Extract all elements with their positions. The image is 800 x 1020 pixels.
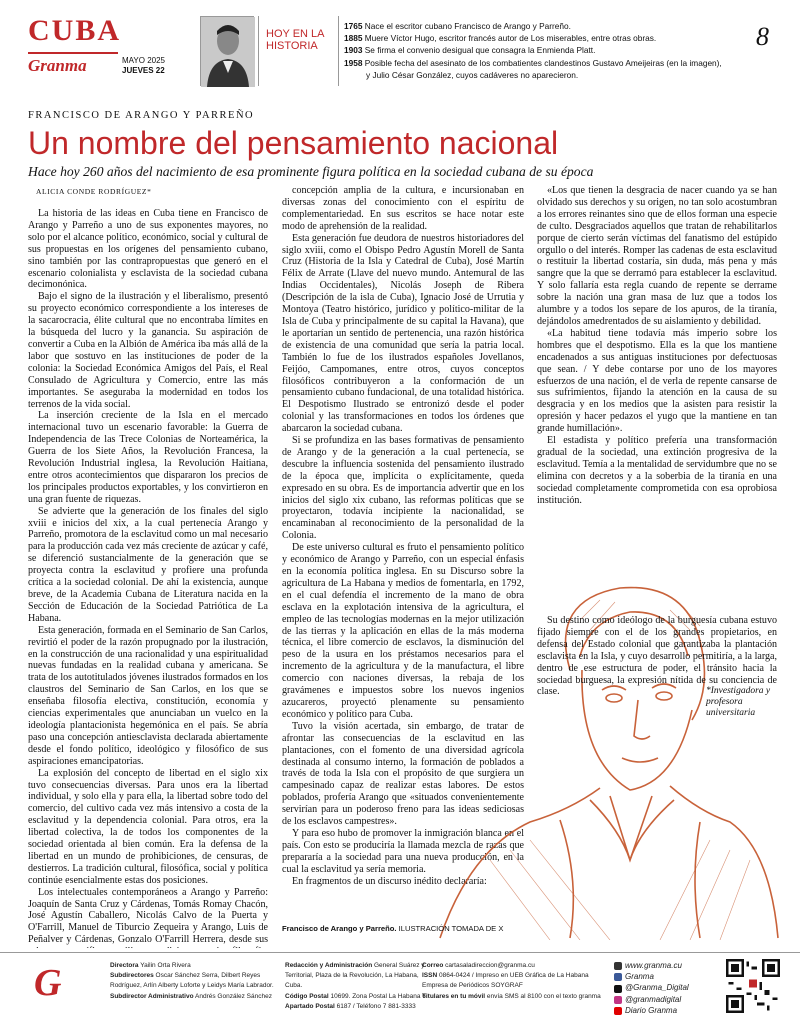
footer-line [110,981,280,991]
facebook-icon [614,973,622,981]
paragraph: Tuvo la visión acertada, sin embargo, de tratar de afrontar las consecuencias de la esclavitud en las plantaciones, con el fomento de una diversidad agrícola destinada al consumo interno, la formación de poblados a través de toda la Isla con el propósito de que surgiera un campesinado capaz de realizar estas labores. De estos poblados, profería Arango que «situados convenientemente servirían para un poderoso freno para las ideas sediciosas de los esclavos campestres». [282,720,524,828]
historical-portrait [200,16,254,86]
paragraph: Esta generación, formada en el Seminario de San Carlos, revirtió el poder de la razón propugnado por la ilustración, en la construcción de una racionalidad y una espiritualidad nuevas fundadas en la realidad cubana y americana. Se trata de los autotitulados jóvenes ilustrados formados en los claustros del Seminario de San Carlos, en los que se enseñaba filosofía electiva, constitución, economía y ciencias experimentales que anunciaban un vuelco en la ideología plantacionista hegemónica en el país. Se abría paso una concepción antiesclavista declarada abiertamente desde el fondo político, ideológico y filosófico de sus aspiraciones emancipatorias. [28,624,268,767]
social-link[interactable] [614,983,724,994]
paragraph: La explosión del concepto de libertad en el siglo xix tuvo consecuencias diversas. Para unos era la libertad individual, y solo ella y para ella, la libertad sobre todo del comercio, del cultivo cada vez más intensivo a costa de la esclavitud y la dependencia colonial. Para otros, era la libertad colectiva, la de todos los componentes de la sociedad orientada al bien común. Era la defensa de la libertad en un mundo de prohibiciones, de censuras, de destierros. La tradición cultural, filosófica, social y política continúe esencialmente estas dos posiciones. [28,767,268,886]
social-handle: Diario Granma [625,1005,678,1015]
footer-value: Territorial, Plaza de la Revolución, La Habana, Cuba. [285,972,419,990]
footer-line [422,981,612,991]
paragraph: En fragmentos de un discurso inédito declararía: [292,875,487,887]
youtube-icon [614,1007,622,1015]
footer-line [285,1002,430,1012]
social-handle: www.granma.cu [625,961,682,970]
credit-name: Francisco de Arango y Parreño. [282,924,397,933]
footer-line [422,961,612,971]
x-icon [614,985,622,993]
header-rule [28,52,118,54]
issue-month: MAYO 2025 [122,56,165,65]
footer-label: Correo [422,962,444,969]
section-title: CUBA [28,14,122,47]
social-links [614,961,724,1017]
paragraph: concepción amplia de la cultura, e incursionaban en diversas zonas del conocimiento con el espíritu de complementariedad. En sus escritos se hace notar este modo de aprehensión de la realidad. [282,185,524,232]
event-text: y Julio César González, cuyos cadáveres no aparecieron. [366,69,579,80]
history-event [344,32,724,44]
article-column-3 [537,185,777,615]
social-link[interactable] [614,1006,724,1017]
social-link[interactable] [614,972,724,983]
staff-credits [110,961,280,1002]
event-year: 1903 [344,45,363,56]
footer-label: Subdirector Administrativo [110,992,194,1000]
footer-value: General Suárez y [372,962,425,969]
divider [338,16,339,86]
history-event [344,69,724,81]
instagram-icon [614,996,622,1004]
paragraph: Bajo el signo de la ilustración y el liberalismo, presentó su proyecto económico correspondiente a los intereses de la sacarocracia, élite cultural que no encontraba límites en la búsqueda del lucro y la ganancia. Su aspiración de convertir a Cuba en la Albión de América iba más allá de la labor que sostuvo en las instituciones de poder de la colonia: la Sociedad Económica Amigos del País, el Real Consulado de Agricultura y Comercio, entre las más importantes. Se aseguraba la modernidad en todos los terrenos de la vida social. [28,291,268,410]
credit-text: ILUSTRACIÓN TOMADA DE X [396,924,504,933]
footer-value: 0864-0424 / Impreso en UEB Gráfica de La Habana [437,972,589,980]
footer-label: Titulares en tu móvil [422,992,486,1000]
issue-day: JUEVES 22 [122,66,165,75]
paragraph: Esta generación fue deudora de nuestros historiadores del siglo xviii, como el Obispo Pedro Agustín Morell de Santa Cruz (Historia de la Isla y Catedral de Cuba), José Martín Félix de Arrate (Llave del nuevo mundo. Antemural de las Indias Occidentales), Nicolás Joseph de Ribera (Descripción de la isla de Cuba), Ignacio José de Urrutia y Montoya (Teatro histórico, jurídico y político-militar de la Isla de Cuba y principalmente de su capital la Havana), que le aportarían un sentido de pertenencia, una razón histórica de existencia de una comunidad que sería la patria local. También lo fue de los ilustrados españoles Jovellanos, Feijóo, Campomanes, entre otros, cuyos conceptos filosóficos contribuyeron a la conformación de un pensamiento cubano fundacional, de una totalidad histórica. El Despotismo Ilustrado se entronizó desde el poder colonial y las transformaciones en todos los órdenes que abarcaron la sociedad cubana. [282,232,524,435]
event-text: Muere Víctor Hugo, escritor francés autor de Los miserables, entre otras obras. [362,33,657,44]
paragraph: Los intelectuales contemporáneos a Arango y Parreño: Joaquín de Santa Cruz y Cárdenas, Tomás Romay Chacón, José Agustín Caballero, Nicolás Calvo de la Puerta y O'Farrill, Manuel de Tiburcio Zequeira y Arango, Luis de Peñalver y Cárdenas, Gonzalo O'Farrill Herrera, desde sus [28,886,268,946]
event-year: 1958 [344,57,363,68]
footer-value: Empresa de Periódicos SOYGRAF [422,982,523,990]
footer-line [422,992,612,1002]
history-event [344,44,724,56]
event-year: 1765 [344,21,363,31]
granma-logo: G [34,962,62,1004]
social-link[interactable] [614,961,724,972]
paragraph: «La habitud tiene todavía más imperio sobre los hombres que el despotismo. Ella es la que los mantiene encadenados a sus antiguas instituciones por defectuosas que sean. / Y debe contarse por uno de los mayores esfuerzos de una nación, el de verla de repente cansarse de sus sufrimientos, fijando la atención en la causa de su desgracia y en los medios que la asisten para resistir la opresión y hacer pedazos el yugo que la mantiene en tan grande humillación». [537,327,777,435]
footer-line [110,961,280,971]
footer-value: Andrés González Sánchez [193,992,272,1000]
paragraph: La inserción creciente de la Isla en el mercado internacional tuvo un escenario favorable: la Guerra de Independencia de las Trece Colonias de Norteamérica, la Guerra de los Siete Años, la Revolución Francesa, la Revolución Industrial inglesa, la Revolución Haitiana, entre otros acontecimientos que dispararon los precios de los principales productos exportables, y los convirtieron en una gran fuente de riquezas. [28,410,268,505]
footer-line [110,971,280,981]
history-events-list [344,20,724,81]
page-number: 8 [756,22,769,51]
qr-code[interactable] [726,959,780,1013]
history-event [344,20,724,32]
footer-value: envía SMS al 8100 con el texto granma [485,992,601,1000]
web-icon [614,962,622,970]
paragraph: Se advierte que la generación de los finales del siglo xviii e inicios del xix, a la cual pertenecía Arango y Parreño, promotora de la esclavitud como un mal necesario para la producción cada vez más creciente de azúcar y café, se diferenció sustancialmente de la generación que se proyecta contra la esclavitud y profiere una profunda crítica a la sociedad colonial. De ahí la existencia, aunque breve, de la Academia Cubana de Literatura nacida en la Sección de Educación de la Sociedad Patriótica de La Habana. [28,505,268,624]
divider [258,16,259,86]
page-footer [0,952,800,1020]
paragraph: Y para eso hubo de promover la inmigración blanca en el país. Con esto se produciría la llamada mezcla de razas que prepararía a la sociedad para una nueva producción, en la cual la esclavitud ya sería memoria. [282,827,524,875]
paragraph: «Los que tienen la desgracia de nacer cuando ya se han olvidado sus derechos y su origen, no tan solo acostumbran a los errores reinantes sino que de ellos forman una especie de culto. Desgraciados aquellos que tratan de rehabilitarlos porque de cierto serán víctimas del fanatismo del estúpido orgullo o del interés. Romper las cadenas de esta esclavitud o restituir la libertad costaría, sin duda, más pena y más sangre que la que se derramó para establecer la esclavitud. Y solo fallaría esta regla cuando de repente se derrame sobre la nación una gran masa de luz que a todos los alumbre y a todos los separe de los apuros, de la tiranía, dejándolos amedrentados de su aislamiento y debilidad. [537,185,777,327]
social-handle: Granma [625,972,654,982]
illustration-credit [282,924,503,933]
footer-label: Redacción y Administración [285,962,373,969]
event-year: 1885 [344,33,363,44]
paragraph: De este universo cultural es fruto el pensamiento político y económico de Arango y Parreño, con un especial énfasis en la economía política inglesa. En su Discurso sobre la agricultura de La Habana y medios de fomentarla, en 1792, en el cual defendía el incremento de la mano de obra esclava en la explotación intensiva de la agricultura, el empleo de las tecnologías modernas en la mejor utilización de las tierras y la aplicación en ellas de la más moderna técnica, el libre comercio de esclavos, la disminución del peso de la usura en los préstamos necesarios para el incremento de la agricultura y de la manufactura, el libre comercio con naciones diversas, la rebaja de los gravámenes e impuestos sobre los nuevos ingenios azucareros, proyectó plenamente su pensamiento económico y político para Cuba. [282,542,524,720]
footer-value: 10699. Zona Postal La Habana 6. [328,992,428,1000]
footer-label: Código Postal [285,992,329,1000]
social-link[interactable] [614,995,724,1006]
byline: ALICIA CONDE RODRÍGUEZ* [36,187,152,196]
footer-value: 6187 / Teléfono 7 881-3333 [334,1002,416,1010]
paragraph: El estadista y político prefería una transformación gradual de la sociedad, una extinción progresiva de la esclavitud. Temía a la mentalidad de servidumbre que no se elimina con decretos y a la soberbia de la tiranía en una sociedad completamente comprometida con esa oprobiosa institución. [537,435,777,506]
article-column-1 [28,208,268,948]
paragraph: Su destino como ideólogo de la burguesía cubana estuvo fijado siempre con el de los grandes propietarios, en defensa del Estado colonial que garantizaba la plantación esclavista en la Isla, y cuyo desarrollo permitiría, a la larga, dentro de ese estructura de poder, el tránsito hacia la sociedad burguesa, la expresión nítida de su conciencia de clase. [537,615,777,698]
page-header [0,0,800,92]
footer-line [285,992,430,1002]
paragraph: Si se profundiza en las bases formativas de pensamiento de Arango y de la generación a la cual pertenecía, se descubre la influencia sostenida del pensamiento ilustrado de la época que, implícita o explícitamente, queda expresado en su obra. Es de importancia advertir que en los inicios del siglo xix cubano, las reformas políticas que se proyectaron, todavía incipiente la nacionalidad, se encaminaban al reconocimiento de la personalidad de la Colonia. [282,435,524,542]
article-deck: Hace hoy 260 años del nacimiento de esa prominente figura política en la sociedad cubana de su época [28,164,594,179]
social-handle: @granmadigital [625,994,682,1004]
event-text: Nace el escritor cubano Francisco de Arango y Parreño. [362,21,571,31]
footer-value: Yailin Orta Rivera [138,962,191,969]
brand-logo: Granma [28,56,87,75]
footer-value: Rodríguez, Arlín Alberty Loforte y Leidys María Labrador. [110,982,274,990]
author-note: *Investigadora y profesora universitaria [706,686,771,718]
footer-line [422,971,612,981]
paragraph: La historia de las ideas en Cuba tiene en Francisco de Arango y Parreño a uno de sus exponentes mayores, no solo por el alcance político, económico, social y cultural de sus propuestas en los orígenes del pensamiento cubano, sino también por las contrapropuestas que generó en el escenario colonialista y esclavista de la sociedad cubana decimonónica. [28,208,268,291]
social-handle: @Granma_Digital [625,983,689,993]
contact-info [422,961,612,1002]
footer-value: cartasaladireccion@granma.cu [443,962,535,969]
history-event [344,57,724,69]
footer-label: ISSN [422,972,438,980]
footer-label: Subdirectores [110,972,154,980]
footer-line [285,961,430,971]
footer-value: Oscar Sánchez Serra, Dilbert Reyes [153,972,261,980]
footer-line [110,992,280,1002]
event-text: Se firma el convenio desigual que consagra la Enmienda Platt. [362,45,596,56]
issue-date [122,56,165,76]
footer-label: Apartado Postal [285,1002,335,1010]
today-in-history-label: HOY EN LA HISTORIA [266,28,324,52]
article-kicker: FRANCISCO DE ARANGO Y PARREÑO [28,110,255,121]
article-column-3-continued [537,615,777,755]
footer-label: Directora [110,962,139,969]
article-title: Un nombre del pensamiento nacional [28,125,559,161]
footer-line [285,971,430,991]
event-text: Posible fecha del asesinato de los combatientes clandestinos Gustavo Ameijeiras (en la imagen), [362,57,722,68]
address-info [285,961,430,1012]
